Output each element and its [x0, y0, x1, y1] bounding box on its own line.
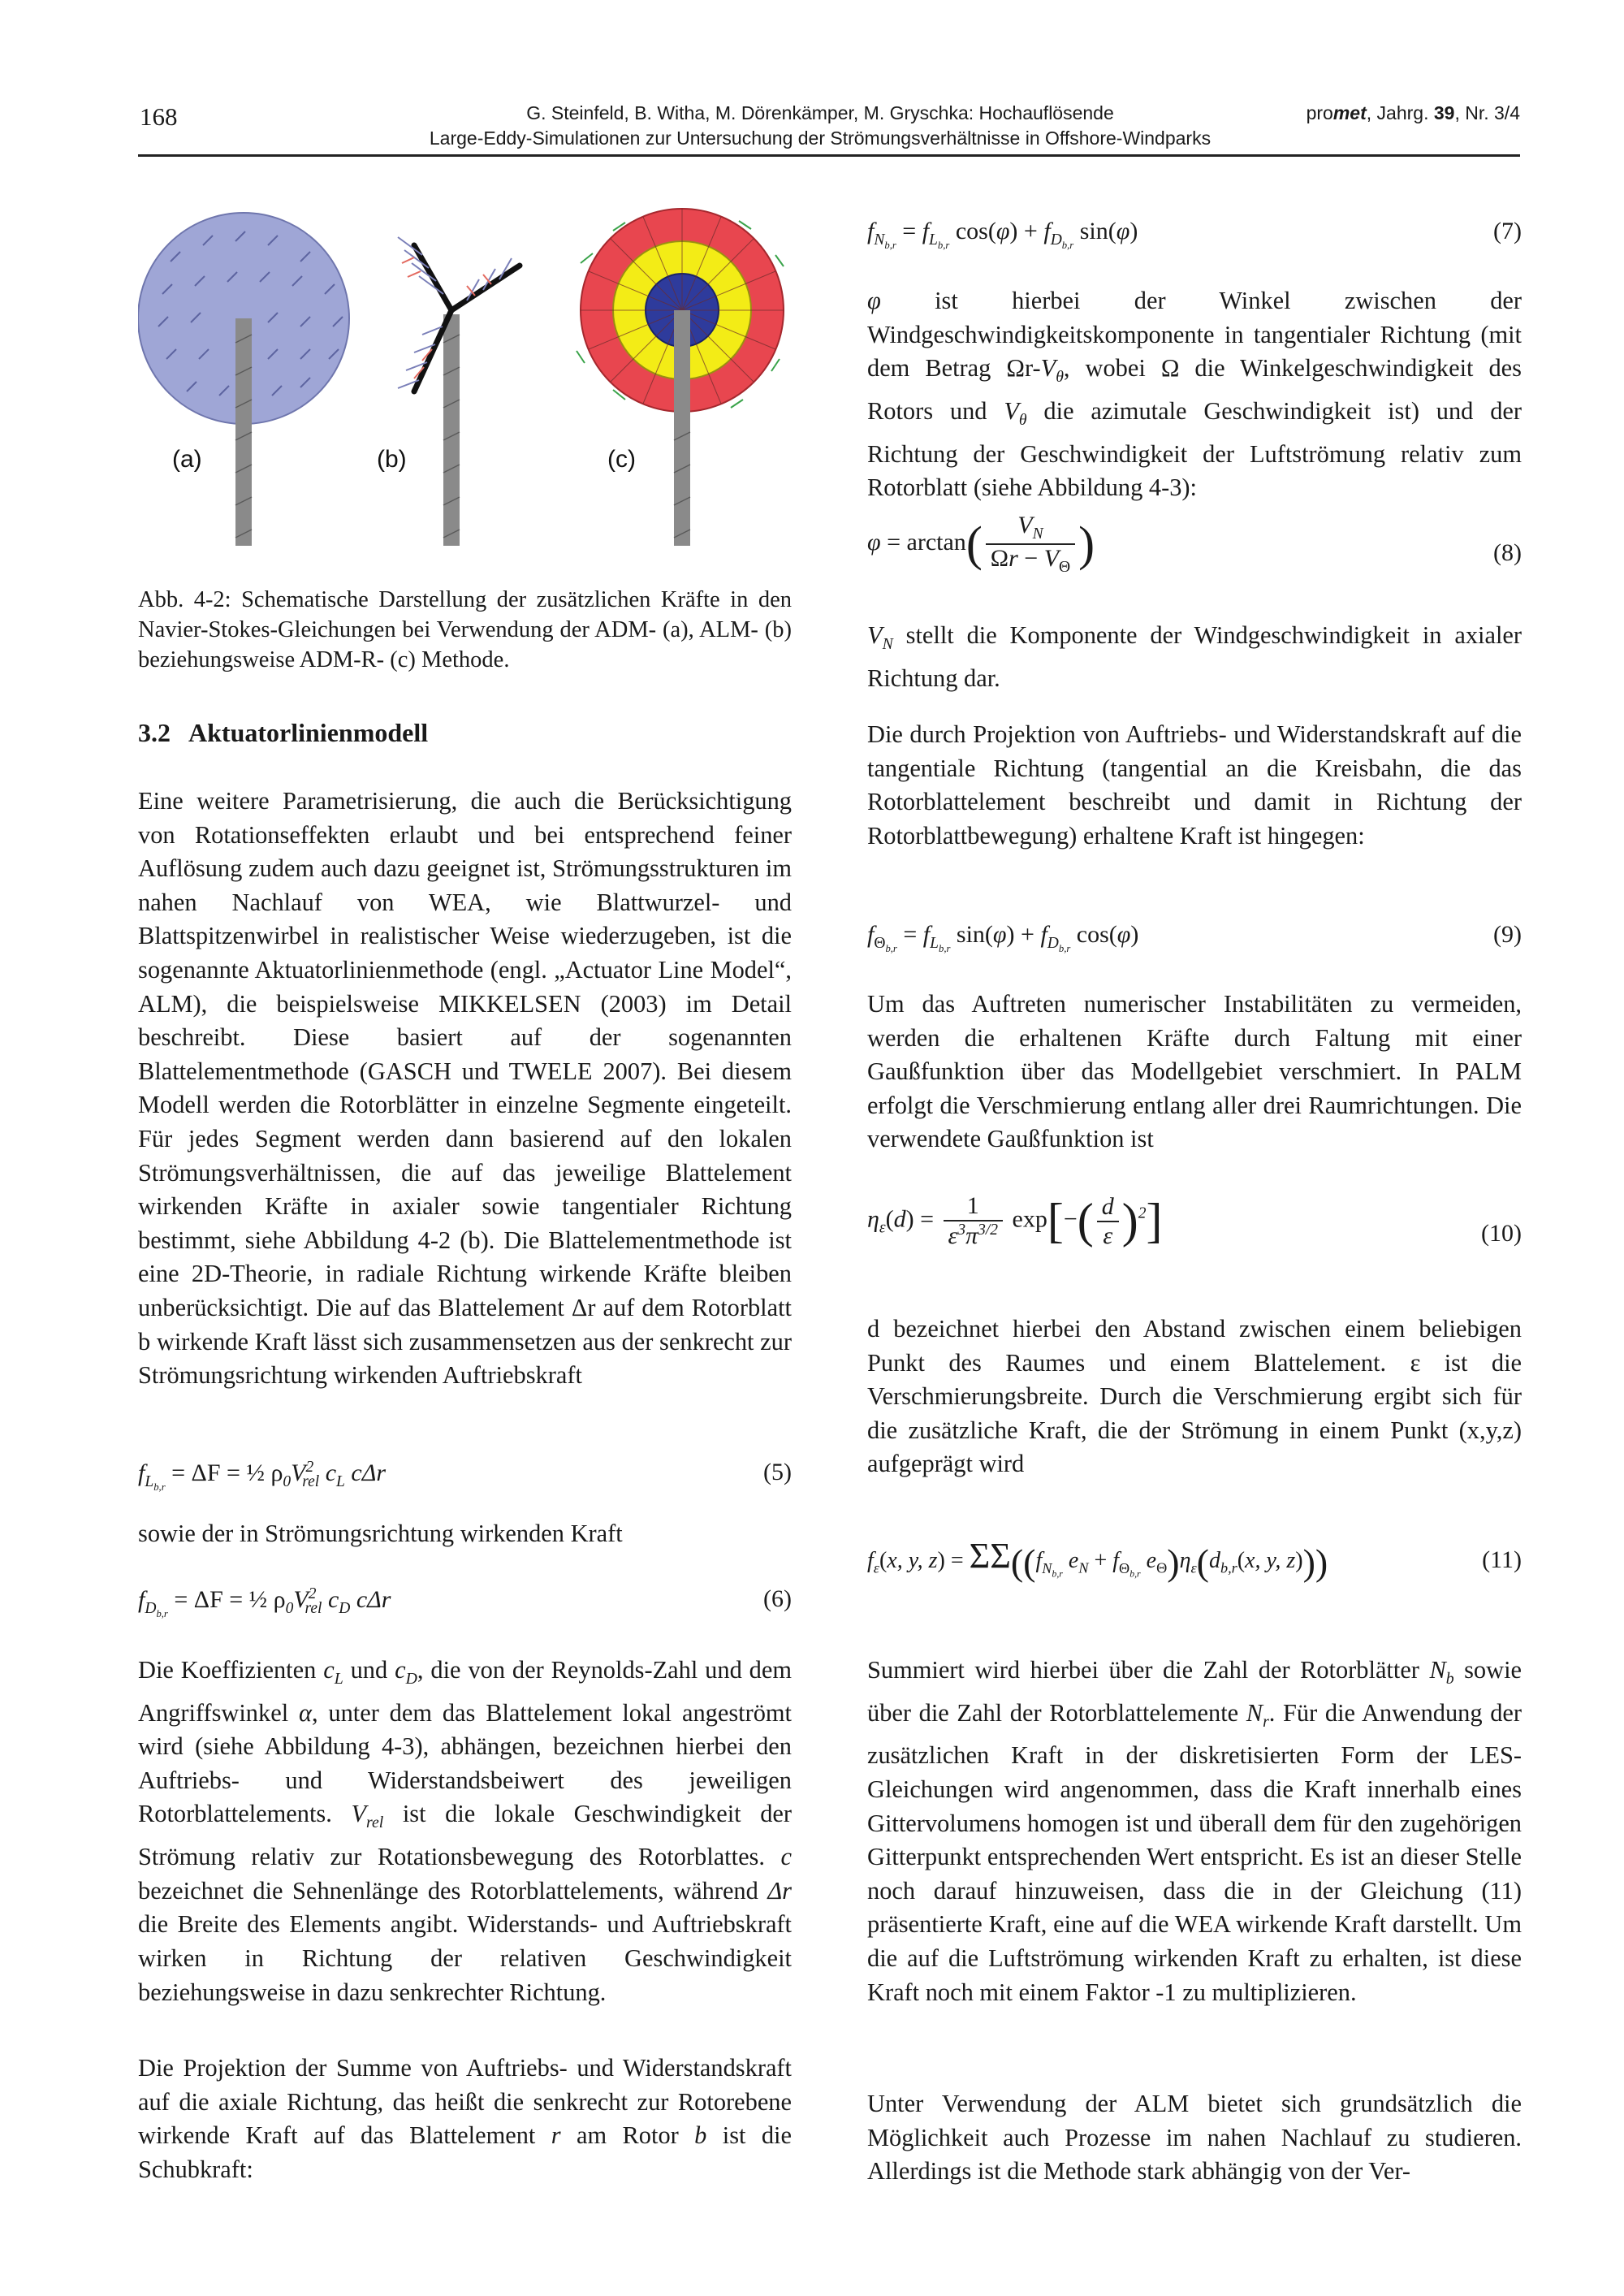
right-paragraph-7 [867, 2087, 1522, 2189]
p3-vrel: V [351, 1800, 367, 1828]
equation-7-number: (7) [1493, 218, 1522, 244]
right-paragraph-6 [867, 1654, 1522, 2009]
left-p1-text: Eine weitere Parametrisierung, die auch die Berücksichtigung von Rotationseffekten erlaubt und bei entsprechend feiner Auflösung zudem auch dazu geeignet ist, Strömungsstrukturen im nahen Nachlauf von WEA, wie Blattwurzel- und Blattspitzenwirbel in realistischer Weise wiederzugeben, ist die sogenannte Aktuatorlinienmethode (engl. „Actuator Line Model“, ALM), die beispielsweise MIKKELSEN (2003) im Detail beschreibt. Diese basiert auf der sogenannten Blattelementmethode (GASCH und TWELE 2007). Bei diesem Modell werden die Rotorblätter in einzelne Segmente eingeteilt. Für jedes Segment werden dann basierend auf den lokalen Strömungsverhältnissen, die auf das jeweilige Blattelement wirkenden Kräfte in axialer sowie tangentialer Richtung bestimmt, siehe Abbildung 4-2 (b). Die Blattelementmethode ist eine 2D-Theorie, in radiale Richtung wirkende Kräfte bleiben unberücksichtigt. Die auf das Blattelement Δr auf dem Rotorblatt b wirkende Kraft lässt sich zusammensetzen aus der senkrecht zur Strömungsrichtung wirkenden Auftriebskraft [138, 787, 792, 1390]
left-paragraph-3 [138, 1654, 792, 2009]
p4-text-b: am Rotor [560, 2121, 695, 2150]
r-p1-text-a: ist hierbei der Winkel zwischen der Windgeschwindigkeitskomponente in tangentialer Richtung (mit dem Betrag Ωr- [867, 287, 1522, 383]
section-title: Aktuatorlinienmodell [188, 718, 429, 747]
p3-alpha: α [298, 1698, 312, 1727]
journal-emph: met [1332, 102, 1367, 123]
journal-post: , Nr. 3/4 [1454, 102, 1520, 123]
label-b: (b) [377, 446, 407, 473]
journal-prefix: pro [1306, 102, 1333, 123]
r-p2-v-sub: N [882, 635, 893, 654]
equation-9-number: (9) [1493, 921, 1522, 948]
p3-text-c: , die von der Reynolds-Zahl und dem Angriffswinkel [138, 1656, 793, 1727]
p4-text-a: Die Projektion der Summe von Auftriebs- und Widerstandskraft auf die axiale Richtung, das heißt die senkrecht zur Rotorebene wirkende Kraft auf das Blattelement [138, 2054, 792, 2150]
tower-a [235, 318, 252, 546]
equation-11-formula: $f_\varepsilon(x$, y, $z) = \Sigma\Sigma((f_{N_{b,r}}$ $e_N + f_{\Theta_{b,r}}$ $e_\Theta)\eta_\varepsilon(d_{b,r}(x$, y, z))) [867, 1536, 1328, 1584]
right-paragraph-3 [867, 718, 1522, 853]
equation-11-number: (11) [1482, 1546, 1522, 1573]
running-header [414, 101, 1226, 151]
r-p3-text: Die durch Projektion von Auftriebs- und Widerstandskraft auf die tangentiale Richtung (tangential an die Kreisbahn, die das Rotorblattelement beschreibt und damit in Richtung der Rotorblattbewegung) erhaltene Kraft ist hingegen: [867, 720, 1522, 850]
right-paragraph-4 [867, 988, 1522, 1157]
equation-10 [867, 1192, 1522, 1282]
header-authors: G. Steinfeld, B. Witha, M. Dörenkämper, M. Gryschka: Hochauflösende [526, 102, 1114, 123]
equation-9-formula: $f_{\Theta_{b,r}} = f_{L_{b,r}}$ $\sin(\varphi) + f_{D_{b,r}}$ cos(φ) [867, 921, 1139, 954]
r-p5-text: d bezeichnet hierbei den Abstand zwischen einem beliebigen Punkt des Raumes und einem Blattelement. ε ist die Verschmierungsbreite. Durch die Verschmierung ergibt sich für die zusätzliche Kraft, die der Strömung in einem Punkt (x,y,z) aufgeprägt wird [867, 1315, 1522, 1478]
r-p1-text-b: , wobei Ω die Winkelgeschwindigkeit des Rotors und [867, 354, 1522, 425]
p4-r: r [551, 2121, 561, 2150]
header-rule [138, 154, 1520, 157]
p3-text-g: die Breite des Elements angibt. Widerstands- und Auftriebskraft wirken in Richtung der relativen Geschwindigkeit beziehungsweise in dazu senkrechter Richtung. [138, 1910, 792, 2006]
r-p7-text: Unter Verwendung der ALM bietet sich grundsätzlich die Möglichkeit auch Prozesse im nahen Nachlauf zu studieren. Allerdings ist die Methode stark abhängig von der Ver- [867, 2090, 1522, 2186]
r-p6-nb-sub: b [1445, 1670, 1454, 1688]
left-paragraph-1 [138, 785, 792, 1393]
p3-text-f: bezeichnet die Sehnenlänge des Rotorblattelements, während [138, 1876, 768, 1905]
right-paragraph-5 [867, 1312, 1522, 1481]
panel-b-alm [398, 237, 520, 546]
p3-cl-sub: L [334, 1670, 343, 1688]
p3-text-e: ist die lokale Geschwindigkeit der Strömung relativ zur Rotationsbewegung des Rotorblattes. [138, 1800, 792, 1871]
right-paragraph-1 [867, 284, 1522, 505]
journal-volume: 39 [1433, 102, 1455, 123]
r-p1-text-c: die azimutale Geschwindigkeit ist) und der Richtung der Geschwindigkeit der Luftströmung relativ zum Rotorblatt (siehe Abbildung 4-3): [867, 396, 1522, 502]
p3-vrel-sub: rel [366, 1814, 384, 1832]
journal-mid: , Jahrg. [1366, 102, 1434, 123]
r-p6-nr-sub: r [1263, 1712, 1269, 1731]
section-number: 3.2 [138, 718, 171, 747]
equation-11 [867, 1535, 1522, 1608]
page-number: 168 [140, 102, 178, 131]
equation-5-formula: $f_{L_{b,r}} = \Delta F$ = ½ $\rho_0V^2_{rel}$ $c_L$ cΔr [138, 1459, 386, 1493]
equation-9 [867, 921, 1522, 953]
rotor-blades-b [414, 245, 520, 391]
label-c: (c) [607, 446, 636, 473]
p4-b: b [694, 2121, 707, 2150]
header-title: Large-Eddy-Simulationen zur Untersuchung der Strömungsverhältnisse in Offshore-Windparks [429, 128, 1212, 149]
equation-5 [138, 1459, 792, 1491]
section-heading [138, 718, 446, 748]
r-p1-v-sub: θ [1056, 368, 1064, 387]
equation-7 [867, 218, 1522, 250]
p4-text-c: ist die Schubkraft: [138, 2121, 792, 2183]
equation-7-formula: $f_{N_{b,r}} = f_{L_{b,r}}$ $\cos(\varphi) + f_{D_{b,r}}$ sin(φ) [867, 218, 1138, 251]
equation-6-formula: $f_{D_{b,r}} = \Delta F$ = ½ $\rho_0V^2_{rel}$ $c_D$ cΔr [138, 1585, 391, 1619]
r-p2-v: V [867, 621, 883, 649]
r-p6-text-b: sowie über die Zahl der Rotorblattelemente [867, 1656, 1522, 1727]
equation-10-number: (10) [1481, 1220, 1522, 1247]
equation-10-formula: $\eta_\varepsilon(d)$ = $\frac{1}{\varepsilon^3\pi^{3/2}}$ exp[−( $\frac{d}{\varepsilon}$ )$^2$] [867, 1192, 1163, 1249]
panel-a-adm [138, 213, 349, 546]
p3-cd: c [395, 1656, 406, 1684]
equation-8-formula: φ = arctan( $\frac{V_N}{\Omega r - V_\Theta}$ ) [867, 512, 1095, 576]
tower-b [443, 314, 460, 546]
label-a: (a) [172, 446, 202, 473]
equation-8-number: (8) [1493, 539, 1522, 566]
journal-reference [1307, 102, 1520, 124]
r-p4-text: Um das Auftreten numerischer Instabilitäten zu vermeiden, werden die erhaltenen Kräfte durch Faltung mit einer Gaußfunktion über das Modellgebiet verschmiert. In PALM erfolgt die Verschmierung entlang aller drei Raumrichtungen. Die verwendete Gaußfunktion ist [867, 990, 1522, 1153]
left-p2-text: sowie der in Strömungsrichtung wirkenden Kraft [138, 1520, 623, 1547]
r-p1-phi: φ [867, 287, 881, 314]
figure-4-2 [138, 205, 804, 546]
r-p2-text: stellt die Komponente der Windgeschwindigkeit in axialer Richtung dar. [867, 621, 1522, 692]
left-paragraph-4 [138, 2052, 792, 2186]
right-paragraph-2 [867, 619, 1522, 695]
equation-6-number: (6) [763, 1585, 792, 1612]
left-paragraph-2 [138, 1517, 792, 1551]
equation-8 [867, 512, 1522, 601]
tower-c [674, 310, 690, 546]
r-p1-v: V [1040, 354, 1056, 383]
r-p1-v2: V [1004, 396, 1019, 425]
p3-cd-sub: D [405, 1670, 417, 1688]
p3-c: c [780, 1843, 792, 1871]
p3-text-d: , unter dem das Blattelement lokal angeströmt wird (siehe Abbildung 4-3), abhängen, bezeichnen hierbei den Auftriebs- und Widerstandsbeiwert des jeweiligen Rotorblattelements. [138, 1698, 792, 1828]
r-p6-text-a: Summiert wird hierbei über die Zahl der Rotorblätter [867, 1656, 1430, 1684]
r-p1-v2-sub: θ [1018, 410, 1027, 429]
r-p6-text-c: . Für die Anwendung der zusätzlichen Kraft in der diskretisierten Form der LES-Gleichungen wird angenommen, dass die Kraft innerhalb eines Gittervolumens homogen ist und überall dem für den zugehörigen Gitterpunkt entsprechenden Wert entspricht. Es ist an dieser Stelle noch darauf hinzuweisen, dass die in der Gleichung (11) präsentierte Kraft, eine auf die WEA wirkende Kraft darstellt. Um die auf die Luftströmung wirkenden Kraft zu erhalten, ist diese Kraft noch mit einem Faktor -1 zu multiplizieren. [867, 1698, 1522, 2006]
p3-dr: Δr [767, 1876, 792, 1905]
figure-caption: Abb. 4-2: Schematische Darstellung der zusätzlichen Kräfte in den Navier-Stokes-Gleichungen bei Verwendung der ADM- (a), ALM- (b) beziehungsweise ADM-R- (c) Methode. [138, 587, 792, 672]
p3-cl: c [323, 1656, 335, 1684]
r-p6-nr: N [1246, 1698, 1263, 1727]
panel-c-admr [577, 209, 784, 546]
r-p6-nb: N [1429, 1656, 1446, 1684]
equation-6 [138, 1585, 792, 1618]
p3-text-a: Die Koeffizienten [138, 1656, 324, 1684]
equation-5-number: (5) [763, 1459, 792, 1485]
p3-text-b: und [343, 1656, 395, 1684]
